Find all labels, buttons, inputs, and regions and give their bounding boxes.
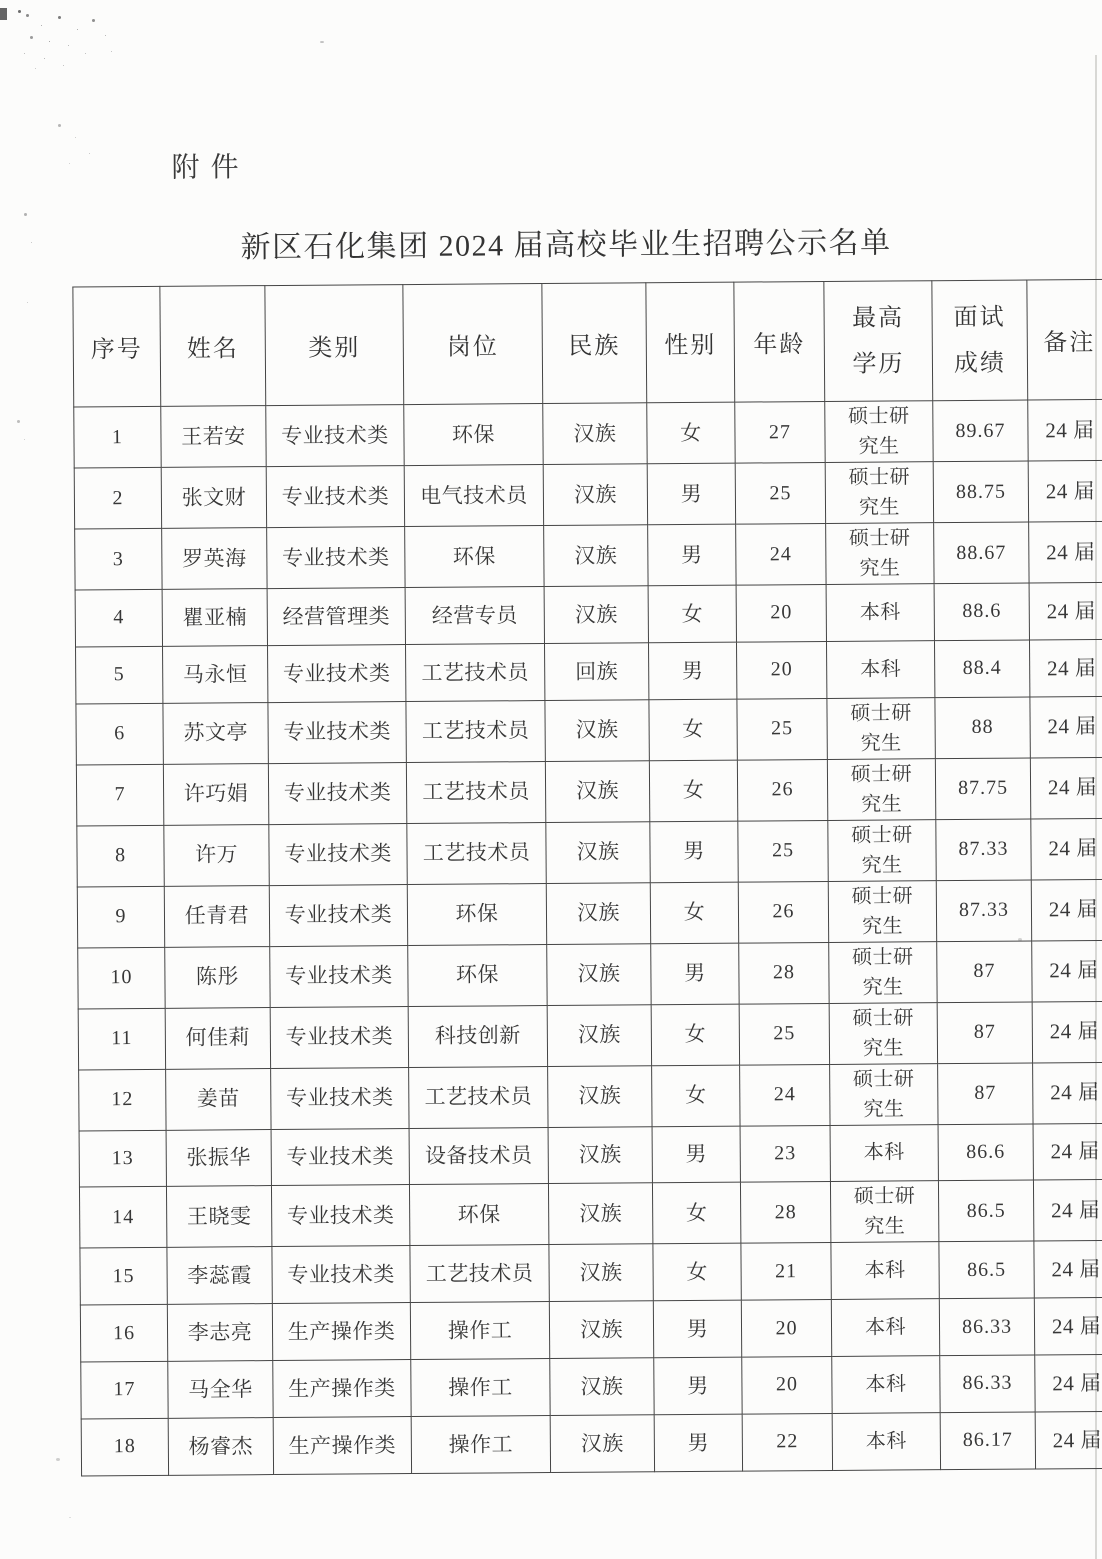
cell-score: 86.33 (940, 1355, 1035, 1412)
cell-remark: 24 届 (1030, 757, 1102, 819)
cell-age: 27 (735, 401, 825, 463)
column-header-remark: 备注 (1027, 279, 1102, 400)
cell-remark: 24 届 (1034, 1241, 1102, 1298)
cell-position: 工艺技术员 (406, 643, 545, 701)
cell-gender: 男 (653, 1300, 741, 1357)
cell-name: 何佳莉 (165, 1007, 270, 1069)
cell-score: 88.4 (934, 640, 1029, 697)
cell-ethnicity: 汉族 (548, 1065, 652, 1127)
cell-score: 88 (935, 697, 1030, 759)
cell-score: 87 (938, 1063, 1033, 1125)
cell-gender: 女 (649, 760, 737, 822)
cell-age: 20 (741, 1300, 831, 1357)
table-row (77, 818, 1102, 887)
cell-score: 89.67 (933, 400, 1028, 462)
cell-ethnicity: 汉族 (549, 1301, 653, 1359)
cell-age: 28 (739, 942, 829, 1004)
cell-education: 硕士研究生 (828, 880, 936, 942)
cell-category: 专业技术类 (272, 1246, 410, 1304)
cell-position: 环保 (409, 1184, 548, 1246)
cell-age: 24 (740, 1064, 830, 1126)
cell-score: 86.17 (940, 1412, 1035, 1469)
cell-remark: 24 届 (1028, 399, 1102, 461)
table-row (79, 1123, 1102, 1187)
table-row (77, 879, 1102, 948)
cell-ethnicity: 汉族 (550, 1358, 654, 1416)
table-row (79, 1180, 1102, 1249)
cell-name: 张文财 (161, 467, 266, 529)
column-header-education: 最高 学历 (824, 281, 933, 402)
cell-gender: 女 (647, 402, 735, 464)
cell-category: 专业技术类 (268, 762, 406, 824)
cell-index: 5 (76, 646, 163, 703)
cell-ethnicity: 回族 (544, 643, 648, 701)
cell-name: 马全华 (168, 1361, 273, 1419)
cell-index: 15 (80, 1248, 167, 1305)
cell-category: 专业技术类 (270, 1006, 408, 1068)
cell-ethnicity: 汉族 (548, 1126, 652, 1184)
cell-age: 21 (741, 1243, 831, 1300)
cell-category: 经营管理类 (267, 588, 405, 646)
cell-remark: 24 届 (1031, 879, 1102, 941)
cell-index: 11 (78, 1008, 165, 1070)
cell-ethnicity: 汉族 (543, 403, 647, 465)
table-row (81, 1354, 1102, 1418)
cell-remark: 24 届 (1032, 1001, 1102, 1063)
cell-education: 硕士研究生 (825, 401, 933, 463)
cell-position: 工艺技术员 (410, 1245, 549, 1303)
cell-position: 工艺技术员 (406, 700, 545, 762)
cell-age: 25 (735, 462, 825, 524)
cell-name: 王若安 (161, 406, 266, 468)
cell-age: 25 (739, 1003, 829, 1065)
cell-name: 姜苗 (166, 1068, 271, 1130)
table-row (75, 582, 1102, 646)
cell-education: 硕士研究生 (829, 941, 937, 1003)
cell-education: 本科 (826, 584, 934, 642)
cell-score: 87.75 (935, 758, 1030, 820)
cell-name: 陈彤 (165, 946, 270, 1008)
document-title: 新区石化集团 2024 届高校毕业生招聘公示名单 (240, 226, 892, 265)
cell-education: 硕士研究生 (827, 758, 935, 820)
table-row (74, 460, 1102, 529)
cell-remark: 24 届 (1028, 460, 1102, 522)
cell-category: 专业技术类 (268, 644, 406, 702)
cell-ethnicity: 汉族 (546, 882, 650, 944)
cell-age: 24 (736, 523, 826, 585)
attachment-label: 附件 (171, 152, 250, 184)
cell-score: 86.5 (938, 1180, 1033, 1242)
table-row (78, 1001, 1102, 1070)
table-row (75, 521, 1102, 590)
cell-gender: 女 (648, 585, 736, 642)
cell-remark: 24 届 (1035, 1411, 1102, 1468)
cell-position: 环保 (408, 944, 547, 1006)
cell-index: 12 (79, 1069, 166, 1131)
cell-position: 操作工 (411, 1415, 550, 1473)
cell-position: 操作工 (411, 1359, 550, 1417)
cell-gender: 女 (653, 1244, 741, 1301)
cell-name: 许万 (164, 824, 269, 886)
cell-education: 本科 (832, 1412, 940, 1470)
cell-gender: 女 (649, 699, 737, 761)
cell-age: 20 (736, 584, 826, 641)
cell-index: 8 (77, 825, 164, 887)
cell-position: 经营专员 (405, 587, 544, 645)
cell-category: 专业技术类 (269, 884, 407, 946)
cell-age: 28 (740, 1182, 830, 1244)
cell-index: 9 (77, 886, 164, 948)
column-header-category: 类别 (265, 285, 404, 406)
cell-ethnicity: 汉族 (546, 821, 650, 883)
cell-index: 14 (79, 1187, 166, 1249)
cell-age: 26 (737, 759, 827, 821)
cell-education: 本科 (826, 640, 934, 698)
cell-name: 马永恒 (163, 645, 268, 703)
cell-position: 操作工 (410, 1302, 549, 1360)
cell-age: 20 (742, 1356, 832, 1413)
cell-ethnicity: 汉族 (545, 760, 649, 822)
table-row (79, 1062, 1102, 1131)
cell-name: 张振华 (166, 1129, 271, 1187)
cell-position: 工艺技术员 (406, 761, 545, 823)
column-header-score: 面试 成绩 (932, 280, 1028, 401)
cell-gender: 男 (648, 642, 736, 699)
cell-education: 硕士研究生 (830, 1181, 938, 1243)
recruitment-table (72, 279, 1102, 1476)
cell-category: 生产操作类 (273, 1360, 411, 1418)
cell-category: 专业技术类 (271, 1185, 409, 1247)
cell-gender: 男 (650, 821, 738, 883)
cell-remark: 24 届 (1031, 818, 1102, 880)
cell-education: 硕士研究生 (828, 819, 936, 881)
cell-gender: 女 (652, 1065, 740, 1127)
cell-name: 瞿亚楠 (162, 589, 267, 647)
cell-position: 环保 (404, 404, 543, 466)
table-row (74, 399, 1102, 468)
cell-ethnicity: 汉族 (543, 464, 647, 526)
cell-index: 18 (81, 1418, 168, 1475)
table-row (80, 1241, 1102, 1305)
cell-ethnicity: 汉族 (544, 525, 648, 587)
cell-category: 专业技术类 (271, 1067, 409, 1129)
cell-position: 工艺技术员 (407, 822, 546, 884)
cell-index: 16 (80, 1305, 167, 1362)
cell-category: 专业技术类 (269, 823, 407, 885)
cell-education: 硕士研究生 (825, 462, 933, 524)
cell-ethnicity: 汉族 (547, 943, 651, 1005)
cell-remark: 24 届 (1033, 1180, 1102, 1242)
cell-gender: 男 (651, 943, 739, 1005)
cell-age: 22 (742, 1413, 832, 1470)
cell-position: 电气技术员 (404, 465, 543, 527)
cell-score: 86.33 (939, 1298, 1034, 1355)
cell-name: 李蕊霞 (167, 1247, 272, 1305)
cell-index: 3 (75, 528, 162, 590)
column-header-gender: 性别 (646, 282, 735, 403)
cell-remark: 24 届 (1035, 1354, 1102, 1411)
cell-category: 专业技术类 (270, 945, 408, 1007)
cell-remark: 24 届 (1033, 1123, 1102, 1180)
cell-score: 87 (937, 941, 1032, 1003)
cell-category: 专业技术类 (268, 701, 406, 763)
cell-ethnicity: 汉族 (548, 1183, 652, 1245)
cell-age: 26 (738, 881, 828, 943)
cell-position: 设备技术员 (409, 1127, 548, 1185)
cell-index: 2 (74, 467, 161, 529)
cell-name: 罗英海 (162, 528, 267, 590)
column-header-position: 岗位 (403, 284, 543, 405)
cell-gender: 男 (654, 1357, 742, 1414)
cell-age: 20 (736, 641, 826, 698)
cell-education: 硕士研究生 (827, 697, 935, 759)
table-header-row (73, 279, 1102, 407)
cell-age: 23 (740, 1125, 830, 1182)
column-header-index: 序号 (73, 286, 161, 407)
cell-name: 王晓雯 (166, 1186, 271, 1248)
cell-education: 本科 (831, 1242, 939, 1300)
cell-ethnicity: 汉族 (550, 1415, 654, 1473)
cell-education: 本科 (830, 1124, 938, 1182)
cell-position: 环保 (407, 883, 546, 945)
cell-gender: 男 (652, 1126, 740, 1183)
cell-position: 工艺技术员 (409, 1066, 548, 1128)
table-row (76, 757, 1102, 826)
cell-category: 生产操作类 (272, 1303, 410, 1361)
cell-score: 88.67 (934, 522, 1029, 584)
cell-remark: 24 届 (1029, 582, 1102, 639)
cell-education: 硕士研究生 (829, 1002, 937, 1064)
table-row (76, 696, 1102, 765)
cell-index: 17 (81, 1361, 168, 1418)
cell-score: 88.6 (934, 583, 1029, 640)
cell-age: 25 (738, 820, 828, 882)
column-header-age: 年龄 (734, 281, 825, 402)
cell-name: 杨睿杰 (168, 1417, 273, 1475)
cell-name: 任青君 (164, 885, 269, 947)
cell-remark: 24 届 (1029, 521, 1102, 583)
cell-category: 专业技术类 (271, 1128, 409, 1186)
cell-category: 专业技术类 (266, 405, 404, 467)
table-body (74, 399, 1102, 1475)
cell-remark: 24 届 (1030, 696, 1102, 758)
table-header (73, 279, 1102, 407)
cell-remark: 24 届 (1033, 1062, 1102, 1124)
cell-ethnicity: 汉族 (544, 586, 648, 644)
column-header-name: 姓名 (160, 286, 266, 407)
cell-gender: 女 (651, 1004, 739, 1066)
cell-category: 专业技术类 (267, 527, 405, 589)
cell-name: 许巧娟 (163, 763, 268, 825)
cell-score: 86.5 (939, 1241, 1034, 1298)
table-row (78, 940, 1102, 1009)
cell-score: 88.75 (933, 461, 1028, 523)
cell-index: 1 (74, 406, 161, 468)
cell-index: 13 (79, 1130, 166, 1187)
cell-gender: 女 (650, 882, 738, 944)
cell-position: 科技创新 (408, 1005, 547, 1067)
cell-age: 25 (737, 698, 827, 760)
cell-gender: 男 (648, 524, 736, 586)
cell-gender: 女 (652, 1183, 740, 1245)
table-row (76, 639, 1102, 703)
cell-score: 87.33 (936, 819, 1031, 881)
table-row (80, 1298, 1102, 1362)
cell-remark: 24 届 (1029, 639, 1102, 696)
cell-score: 87 (937, 1002, 1032, 1064)
cell-remark: 24 届 (1034, 1298, 1102, 1355)
column-header-ethnicity: 民族 (542, 283, 647, 404)
table-row (81, 1411, 1102, 1475)
cell-education: 硕士研究生 (826, 523, 934, 585)
cell-gender: 男 (654, 1414, 742, 1471)
cell-name: 苏文亭 (163, 702, 268, 764)
cell-education: 本科 (832, 1356, 940, 1414)
cell-category: 生产操作类 (273, 1416, 411, 1474)
cell-index: 6 (76, 703, 163, 765)
cell-index: 7 (76, 764, 163, 826)
cell-index: 10 (78, 947, 165, 1009)
cell-ethnicity: 汉族 (545, 699, 649, 761)
cell-remark: 24 届 (1032, 940, 1102, 1002)
cell-name: 李志亮 (167, 1304, 272, 1362)
cell-index: 4 (75, 589, 162, 646)
cell-score: 86.6 (938, 1124, 1033, 1181)
cell-ethnicity: 汉族 (547, 1004, 651, 1066)
cell-ethnicity: 汉族 (549, 1244, 653, 1302)
cell-category: 专业技术类 (266, 466, 404, 528)
cell-education: 硕士研究生 (830, 1063, 938, 1125)
cell-score: 87.33 (936, 880, 1031, 942)
cell-position: 环保 (405, 526, 544, 588)
cell-gender: 男 (647, 463, 735, 525)
cell-education: 本科 (831, 1299, 939, 1357)
